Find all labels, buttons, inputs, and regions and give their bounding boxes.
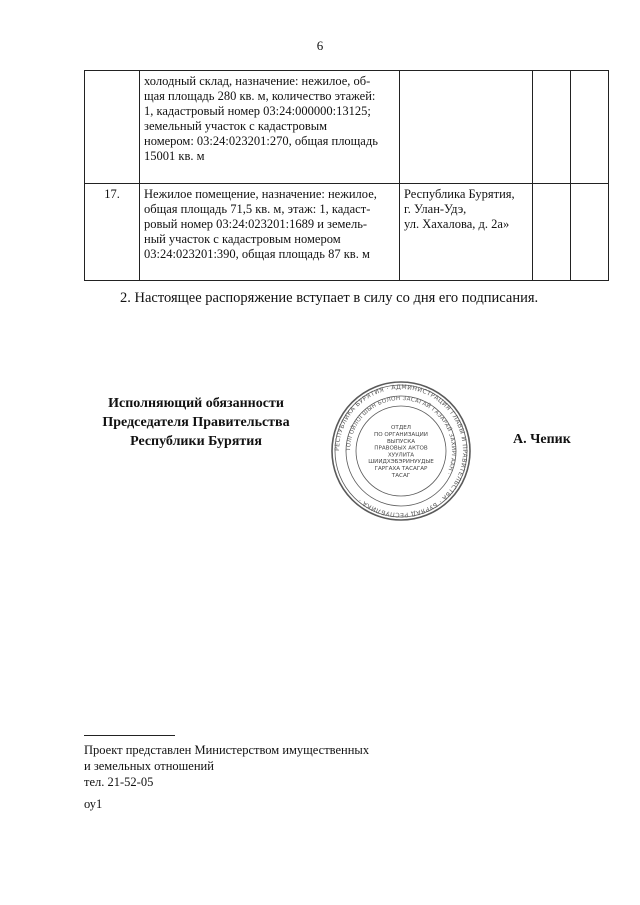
row-number bbox=[85, 71, 140, 184]
page-number: 6 bbox=[316, 38, 324, 53]
address-line: ул. Хахалова, д. 2а» bbox=[404, 217, 510, 231]
paragraph-2: 2. Настоящее распоряжение вступает в силу со дня его подписания. bbox=[120, 290, 539, 306]
seal-center-line: ГАРГАХА ТАСАГАР bbox=[374, 466, 428, 472]
description-line: общая площадь 71,5 кв. м, этаж: 1, кадаст- bbox=[144, 202, 371, 216]
property-description bbox=[140, 184, 400, 281]
description-line: ровый номер 03:24:023201:1689 и земель- bbox=[144, 217, 368, 231]
seal-center-line: ПРАВОВЫХ АКТОВ bbox=[374, 445, 428, 452]
footnote-line: тел. 21-52-05 bbox=[84, 775, 154, 789]
property-address bbox=[400, 184, 533, 281]
property-address bbox=[400, 71, 533, 184]
document-code: оу1 bbox=[84, 797, 103, 811]
footnote-divider bbox=[84, 735, 175, 736]
row-number: 17. bbox=[85, 184, 140, 281]
seal-center-line: ВЫПУСКА bbox=[386, 438, 416, 445]
description-line: 1, кадастровый номер 03:24:000000:13125; bbox=[144, 104, 371, 118]
seal-center-line: ОТДЕЛ bbox=[391, 425, 411, 432]
footnote bbox=[84, 742, 369, 790]
position-line: Республики Бурятия bbox=[130, 434, 262, 449]
property-table bbox=[84, 70, 609, 281]
description-line: щая площадь 280 кв. м, количество этажей: bbox=[144, 89, 376, 103]
empty-cell bbox=[571, 71, 609, 184]
description-line: 15001 кв. м bbox=[144, 149, 205, 163]
description-line: холодный склад, назначение: нежилое, об- bbox=[144, 74, 371, 88]
footnote-line: Проект представлен Министерством имущественных bbox=[84, 743, 370, 757]
empty-cell bbox=[533, 184, 571, 281]
description-line: Нежилое помещение, назначение: нежилое, bbox=[144, 187, 377, 201]
signature-position bbox=[84, 394, 308, 451]
svg-text:ТОЛГОЙЛОГШЫН БОЛОН ЗАСАГАЙ ГАЗ: ТОЛГОЙЛОГШЫН БОЛОН ЗАСАГАЙ ГАЗАРАЙ ЗАХИРГААН · bbox=[345, 395, 457, 476]
seal-center-line: ХУУЛИТА bbox=[387, 452, 415, 459]
svg-text:РЕСПУБЛИКА БУРЯТИЯ · АДМИНИСТР: РЕСПУБЛИКА БУРЯТИЯ · АДМИНИСТРАЦИЯ ГЛАВЫ И ПРАВИТЕЛЬСТВА · БУРЯАД РЕСПУБЛИКА · bbox=[333, 383, 469, 519]
position-line: Председателя Правительства bbox=[102, 415, 290, 430]
position-line: Исполняющий обязанности bbox=[108, 396, 284, 411]
address-line: г. Улан-Удэ, bbox=[404, 202, 467, 216]
seal-center-line: ПО ОРГАНИЗАЦИИ bbox=[374, 432, 428, 438]
address-line: Республика Бурятия, bbox=[404, 187, 515, 201]
seal-center-line: ШИИДХЭБЭРИНУУДЫЕ bbox=[368, 459, 434, 466]
empty-cell bbox=[533, 71, 571, 184]
official-seal bbox=[330, 380, 472, 522]
signer-name: А. Чепик bbox=[513, 432, 571, 447]
property-description bbox=[140, 71, 400, 184]
table-row bbox=[85, 71, 609, 184]
description-line: ный участок с кадастровым номером bbox=[144, 232, 341, 246]
seal-center-line: ТАСАГ bbox=[391, 472, 411, 479]
empty-cell bbox=[571, 184, 609, 281]
footnote-line: и земельных отношений bbox=[84, 759, 214, 773]
description-line: номером: 03:24:023201:270, общая площадь bbox=[144, 134, 378, 148]
description-line: 03:24:023201:390, общая площадь 87 кв. м bbox=[144, 247, 370, 261]
table-row bbox=[85, 184, 609, 281]
description-line: земельный участок с кадастровым bbox=[144, 119, 328, 133]
